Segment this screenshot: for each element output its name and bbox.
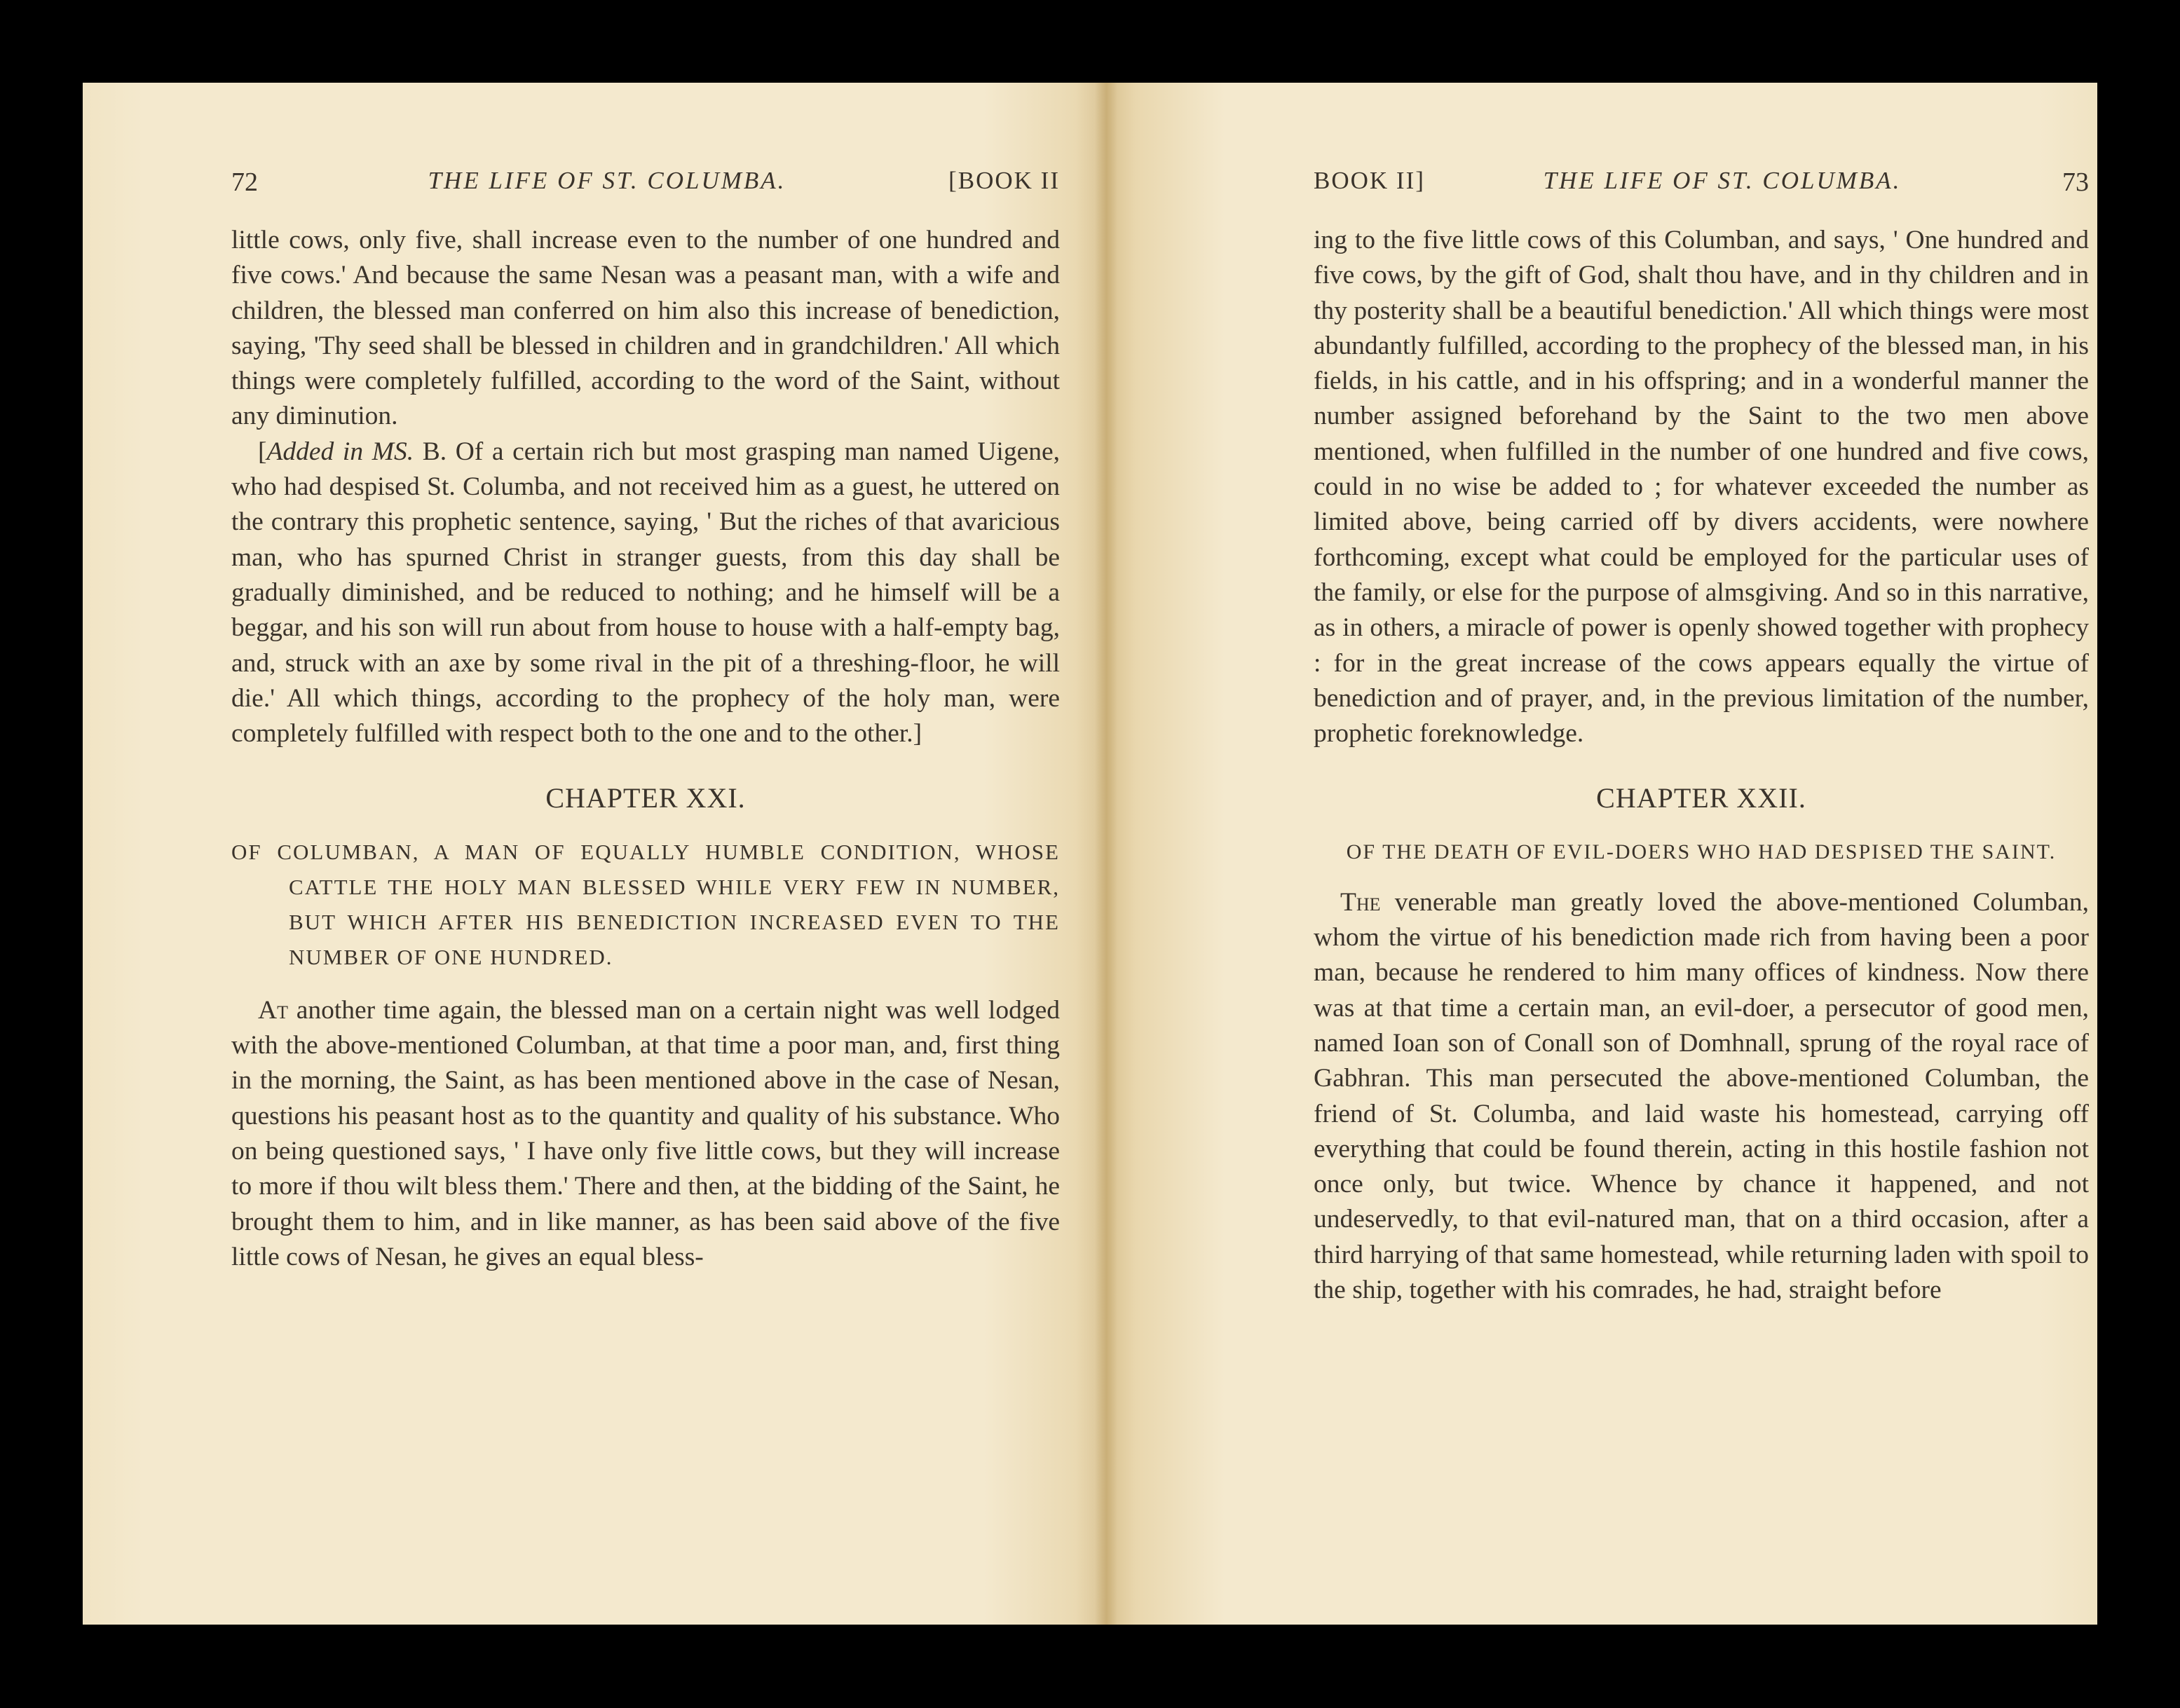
right-body-text (1314, 223, 2089, 1308)
right-text-column (1314, 83, 2089, 1625)
paragraph-text: another time again, the blessed man on a certain night was well lodged with the above-mentioned Columban, at that time a poor man, and, first thing in the morning, the Saint, as has been mentioned above in the case of Nesan, questions his peasant host as to the quantity and quality of his substance. Who on being questioned says, ' I have only five little cows, but they will increase to more if thou wilt bless them.' There and then, at the bidding of the Saint, he brought them to him, and in like manner, as has been said above of the five little cows of Nesan, he gives an equal bless- (231, 995, 1060, 1271)
paragraph: ing to the five little cows of this Columban, and says, ' One hundred and five cows, by the gift of God, shalt thou have, and in thy children and in thy posterity shall be a beautiful benediction.' All which things were most abundantly fulfilled, according to the prophecy of the blessed man, in his fields, in his cattle, and in his offspring; and in a wonderful manner the number assigned beforehand by the Saint to the two men above mentioned, when fulfilled in the number of one hundred and five cows, could in no wise be added to ; for whatever exceeded the number as limited above, being carried off by divers accidents, were nowhere forthcoming, except what could be employed for the particular uses of the family, or else for the purpose of almsgiving. And so in this narrative, as in others, a miracle of power is openly showed together with prophecy : for in the great increase of the cows appears equally the virtue of benediction and of prayer, and, in the previous limitation of the number, prophetic foreknowledge. (1314, 226, 2089, 749)
left-body-text (231, 223, 1060, 1275)
book-gutter (1095, 83, 1117, 1625)
left-text-column (231, 83, 1060, 1625)
page-number: 72 (231, 168, 258, 197)
paragraph: little cows, only five, shall increase even to the number of one hundred and five cows.' And because the same Nesan was a peasant man, with a wife and children, the blessed man conferred on him also this increase of benediction, saying, 'Thy seed shall be blessed in children and in grandchildren.' All which things were completely fulfilled, according to the word of the Saint, without any diminution. (231, 226, 1060, 431)
chapter-heading: CHAPTER XXII. (1596, 782, 1806, 814)
right-running-header (1314, 167, 2089, 202)
page-number: 73 (2062, 168, 2089, 197)
running-title: THE LIFE OF ST. COLUMBA. (428, 167, 786, 194)
paragraph-text: venerable man greatly loved the above-mentioned Columban, whom the virtue of his benediction made rich from having been a poor man, because he rendered to him many offices of kindness. Now there was at that time a certain man, an evil-doer, a persecutor of good men, named Ioan son of Conall son of Domhnall, sprung of the royal race of Gabhran. This man persecuted the above-mentioned Columban, the friend of St. Columba, and laid waste his homestead, carrying off everything that could be found therein, acting in this hostile fashion not once only, but twice. Whence by chance it happened, and not undeservedly, to that evil-natured man, that on a third occasion, after a third harrying of that same homestead, while returning laden with spoil to the ship, together with his comrades, he had, straight before (1314, 887, 2089, 1305)
italic-note: Added in MS. (266, 437, 414, 466)
right-page (1106, 83, 2097, 1625)
paragraph (1314, 885, 2089, 1309)
left-running-header (231, 167, 1060, 202)
bracket: [ (258, 437, 267, 466)
drop-word: The (1340, 887, 1381, 917)
paragraph (231, 993, 1060, 1275)
paragraph-text: B. Of a certain rich but most grasping man named Uigene, who had despised St. Columba, and not received him as a guest, he uttered on the contrary this prophetic sentence, saying, ' But the riches of that avaricious man, who has spurned Christ in stranger guests, from this day shall be gradually diminished, and be reduced to nothing; and he himself will be a beggar, and his son will run about from house to house with a half-empty bag, and, struck with an axe by some rival in the pit of a threshing-floor, he will die.' All which things, according to the prophecy of the holy man, were completely fulfilled with respect both to the one and to the other.] (231, 437, 1060, 749)
paragraph-added-ms (231, 435, 1060, 752)
book-label: BOOK II] (1314, 167, 1425, 194)
drop-word: At (258, 995, 288, 1025)
running-title: THE LIFE OF ST. COLUMBA. (1543, 167, 1902, 194)
book-label: [BOOK II (948, 167, 1060, 194)
chapter-subtitle: OF COLUMBAN, A MAN OF EQUALLY HUMBLE CONDITION, WHOSE CATTLE THE HOLY MAN BLESSED WHILE VERY FEW IN NUMBER, BUT WHICH AFTER HIS BENEDICTION INCREASED EVEN TO THE NUMBER OF ONE HUNDRED. (231, 839, 1060, 969)
book-spread (83, 83, 2097, 1625)
chapter-heading: CHAPTER XXI. (545, 782, 746, 814)
chapter-subtitle: OF THE DEATH OF EVIL-DOERS WHO HAD DESPISED THE SAINT. (1346, 840, 2057, 863)
left-page (83, 83, 1106, 1625)
